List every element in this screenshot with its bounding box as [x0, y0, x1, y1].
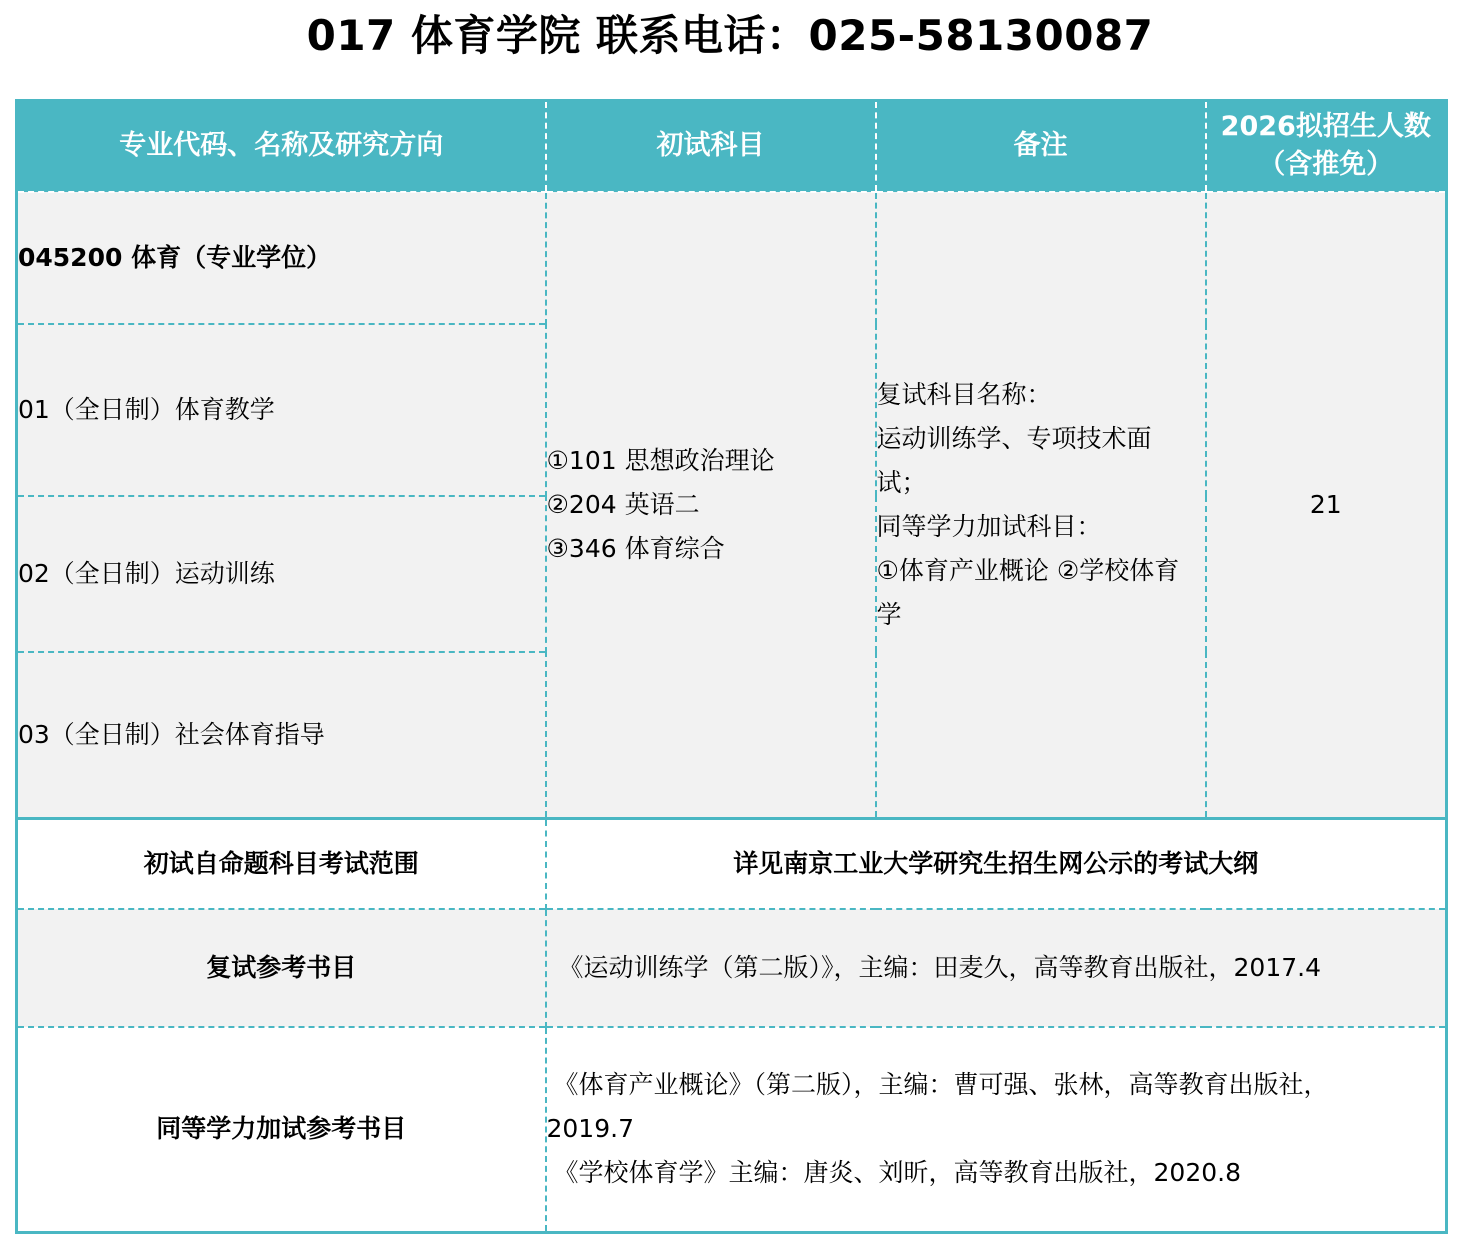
exam-subject: ③346 体育综合: [546, 533, 725, 563]
remark-line: ①体育产业概论 ②学校体育: [876, 555, 1180, 585]
remark-line: 运动训练学、专项技术面: [876, 423, 1152, 453]
exam-subjects-cell: [546, 192, 876, 819]
header-quota: [1206, 101, 1447, 192]
admission-table: [15, 99, 1448, 1234]
equiv-line: 《体育产业概论》（第二版），主编：曹可强、张林，高等教育出版社，: [553, 1070, 1329, 1100]
direction-item: 03（全日制）社会体育指导: [17, 652, 546, 819]
table-row: [17, 192, 1447, 324]
exam-subject: ②204 英语二: [546, 489, 700, 519]
equiv-line: 2019.7: [546, 1114, 634, 1144]
equiv-line: 《学校体育学》主编：唐炎、刘昕，高等教育出版社，2020.8: [553, 1158, 1241, 1188]
table-row: [17, 819, 1447, 909]
header-major: 专业代码、名称及研究方向: [17, 101, 546, 192]
remark-line: 学: [876, 599, 902, 629]
major-name: 045200 体育（专业学位）: [17, 192, 546, 324]
header-exam: 初试科目: [546, 101, 876, 192]
table-header-row: [17, 101, 1447, 192]
scope-value: 详见南京工业大学研究生招生网公示的考试大纲: [546, 819, 1447, 909]
quota-value: 21: [1206, 192, 1447, 819]
header-quota-line2: （含推免）: [1258, 149, 1394, 181]
remarks-cell: [876, 192, 1206, 819]
equiv-value: [546, 1027, 1447, 1233]
retest-value: 《运动训练学（第二版）》，主编：田麦久，高等教育出版社，2017.4: [546, 909, 1447, 1027]
equiv-label: 同等学力加试参考书目: [17, 1027, 546, 1233]
direction-item: 01（全日制）体育教学: [17, 324, 546, 496]
direction-item: 02（全日制）运动训练: [17, 496, 546, 652]
table-row: [17, 909, 1447, 1027]
remark-line: 同等学力加试科目：: [876, 511, 1102, 541]
header-quota-line1: 2026拟招生人数: [1220, 111, 1431, 143]
exam-subject: ①101 思想政治理论: [546, 445, 775, 475]
page-title: 017 体育学院 联系电话：025-58130087: [306, 11, 1154, 60]
header-remarks: 备注: [876, 101, 1206, 192]
retest-label: 复试参考书目: [17, 909, 546, 1027]
remark-line: 试；: [876, 467, 927, 497]
remark-line: 复试科目名称：: [876, 379, 1052, 409]
scope-label: 初试自命题科目考试范围: [17, 819, 546, 909]
table-row: [17, 1027, 1447, 1233]
